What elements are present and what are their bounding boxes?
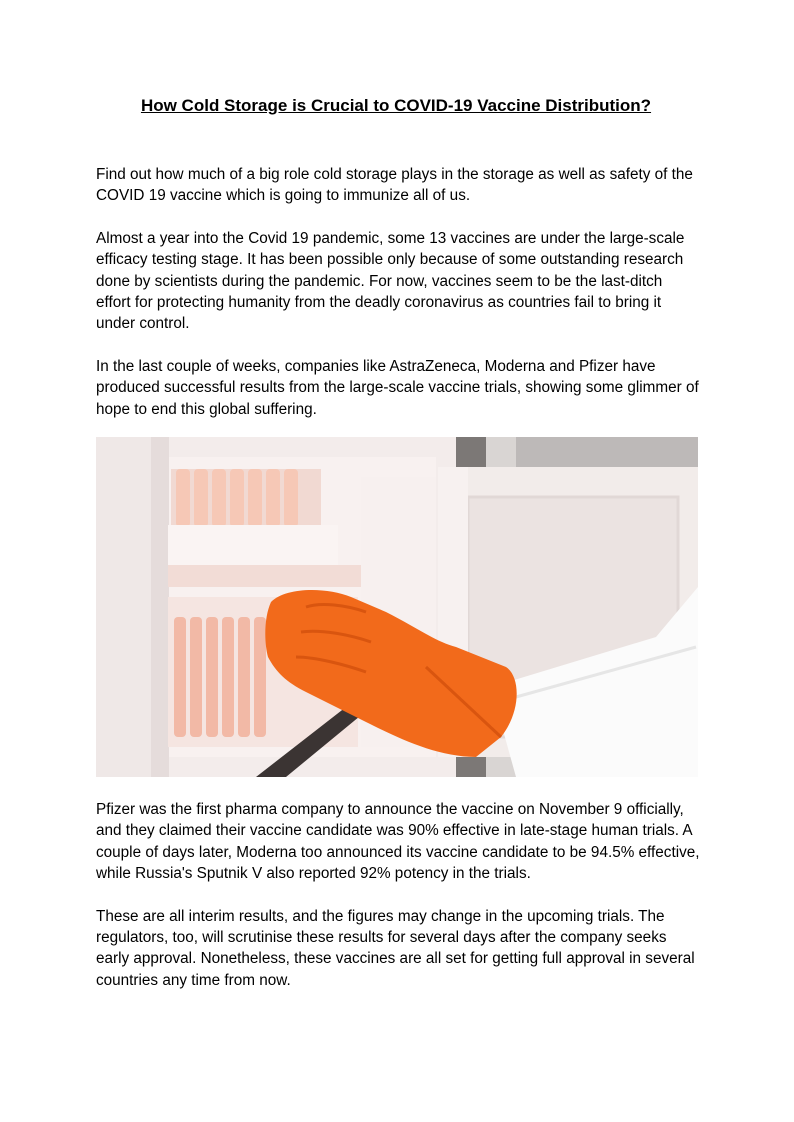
body-paragraph: Almost a year into the Covid 19 pandemic, some 13 vaccines are under the large-scale efficacy testing stage. It has been possible only because of some outstanding research done by scientists during the pandemic. For now, vaccines seem to be the last-ditch effort for protecting humanity from the deadly coronavirus as countries fail to bring it under control. (96, 229, 685, 333)
article (96, 0, 700, 420)
article-continued (96, 799, 700, 991)
body-paragraph: Pfizer was the first pharma company to announce the vaccine on November 9 officially, and they claimed their vaccine candidate was 90% effective in late-stage human trials. A couple of days later, Moderna too announced its vaccine candidate to be 94.5% effective, while Russia's Sputnik V also reported 92% potency in the trials. (96, 801, 700, 883)
freezer-illustration (96, 437, 698, 777)
body-paragraph: In the last couple of weeks, companies like AstraZeneca, Moderna and Pfizer have produced successful results from the large-scale vaccine trials, showing some glimmer of hope to end this global suffering. (96, 357, 699, 418)
freezer-photo (96, 437, 698, 777)
intro-paragraph: Find out how much of a big role cold storage plays in the storage as well as safety of the COVID 19 vaccine which is going to immunize all of us. (96, 166, 693, 205)
body-paragraph: These are all interim results, and the figures may change in the upcoming trials. The regulators, too, will scrutinise these results for several days after the company seeks early approval. Nonetheless, these vaccines are all set for getting full approval in several countries any time from now. (96, 907, 695, 989)
article-title: How Cold Storage is Crucial to COVID-19 Vaccine Distribution? (140, 96, 652, 115)
